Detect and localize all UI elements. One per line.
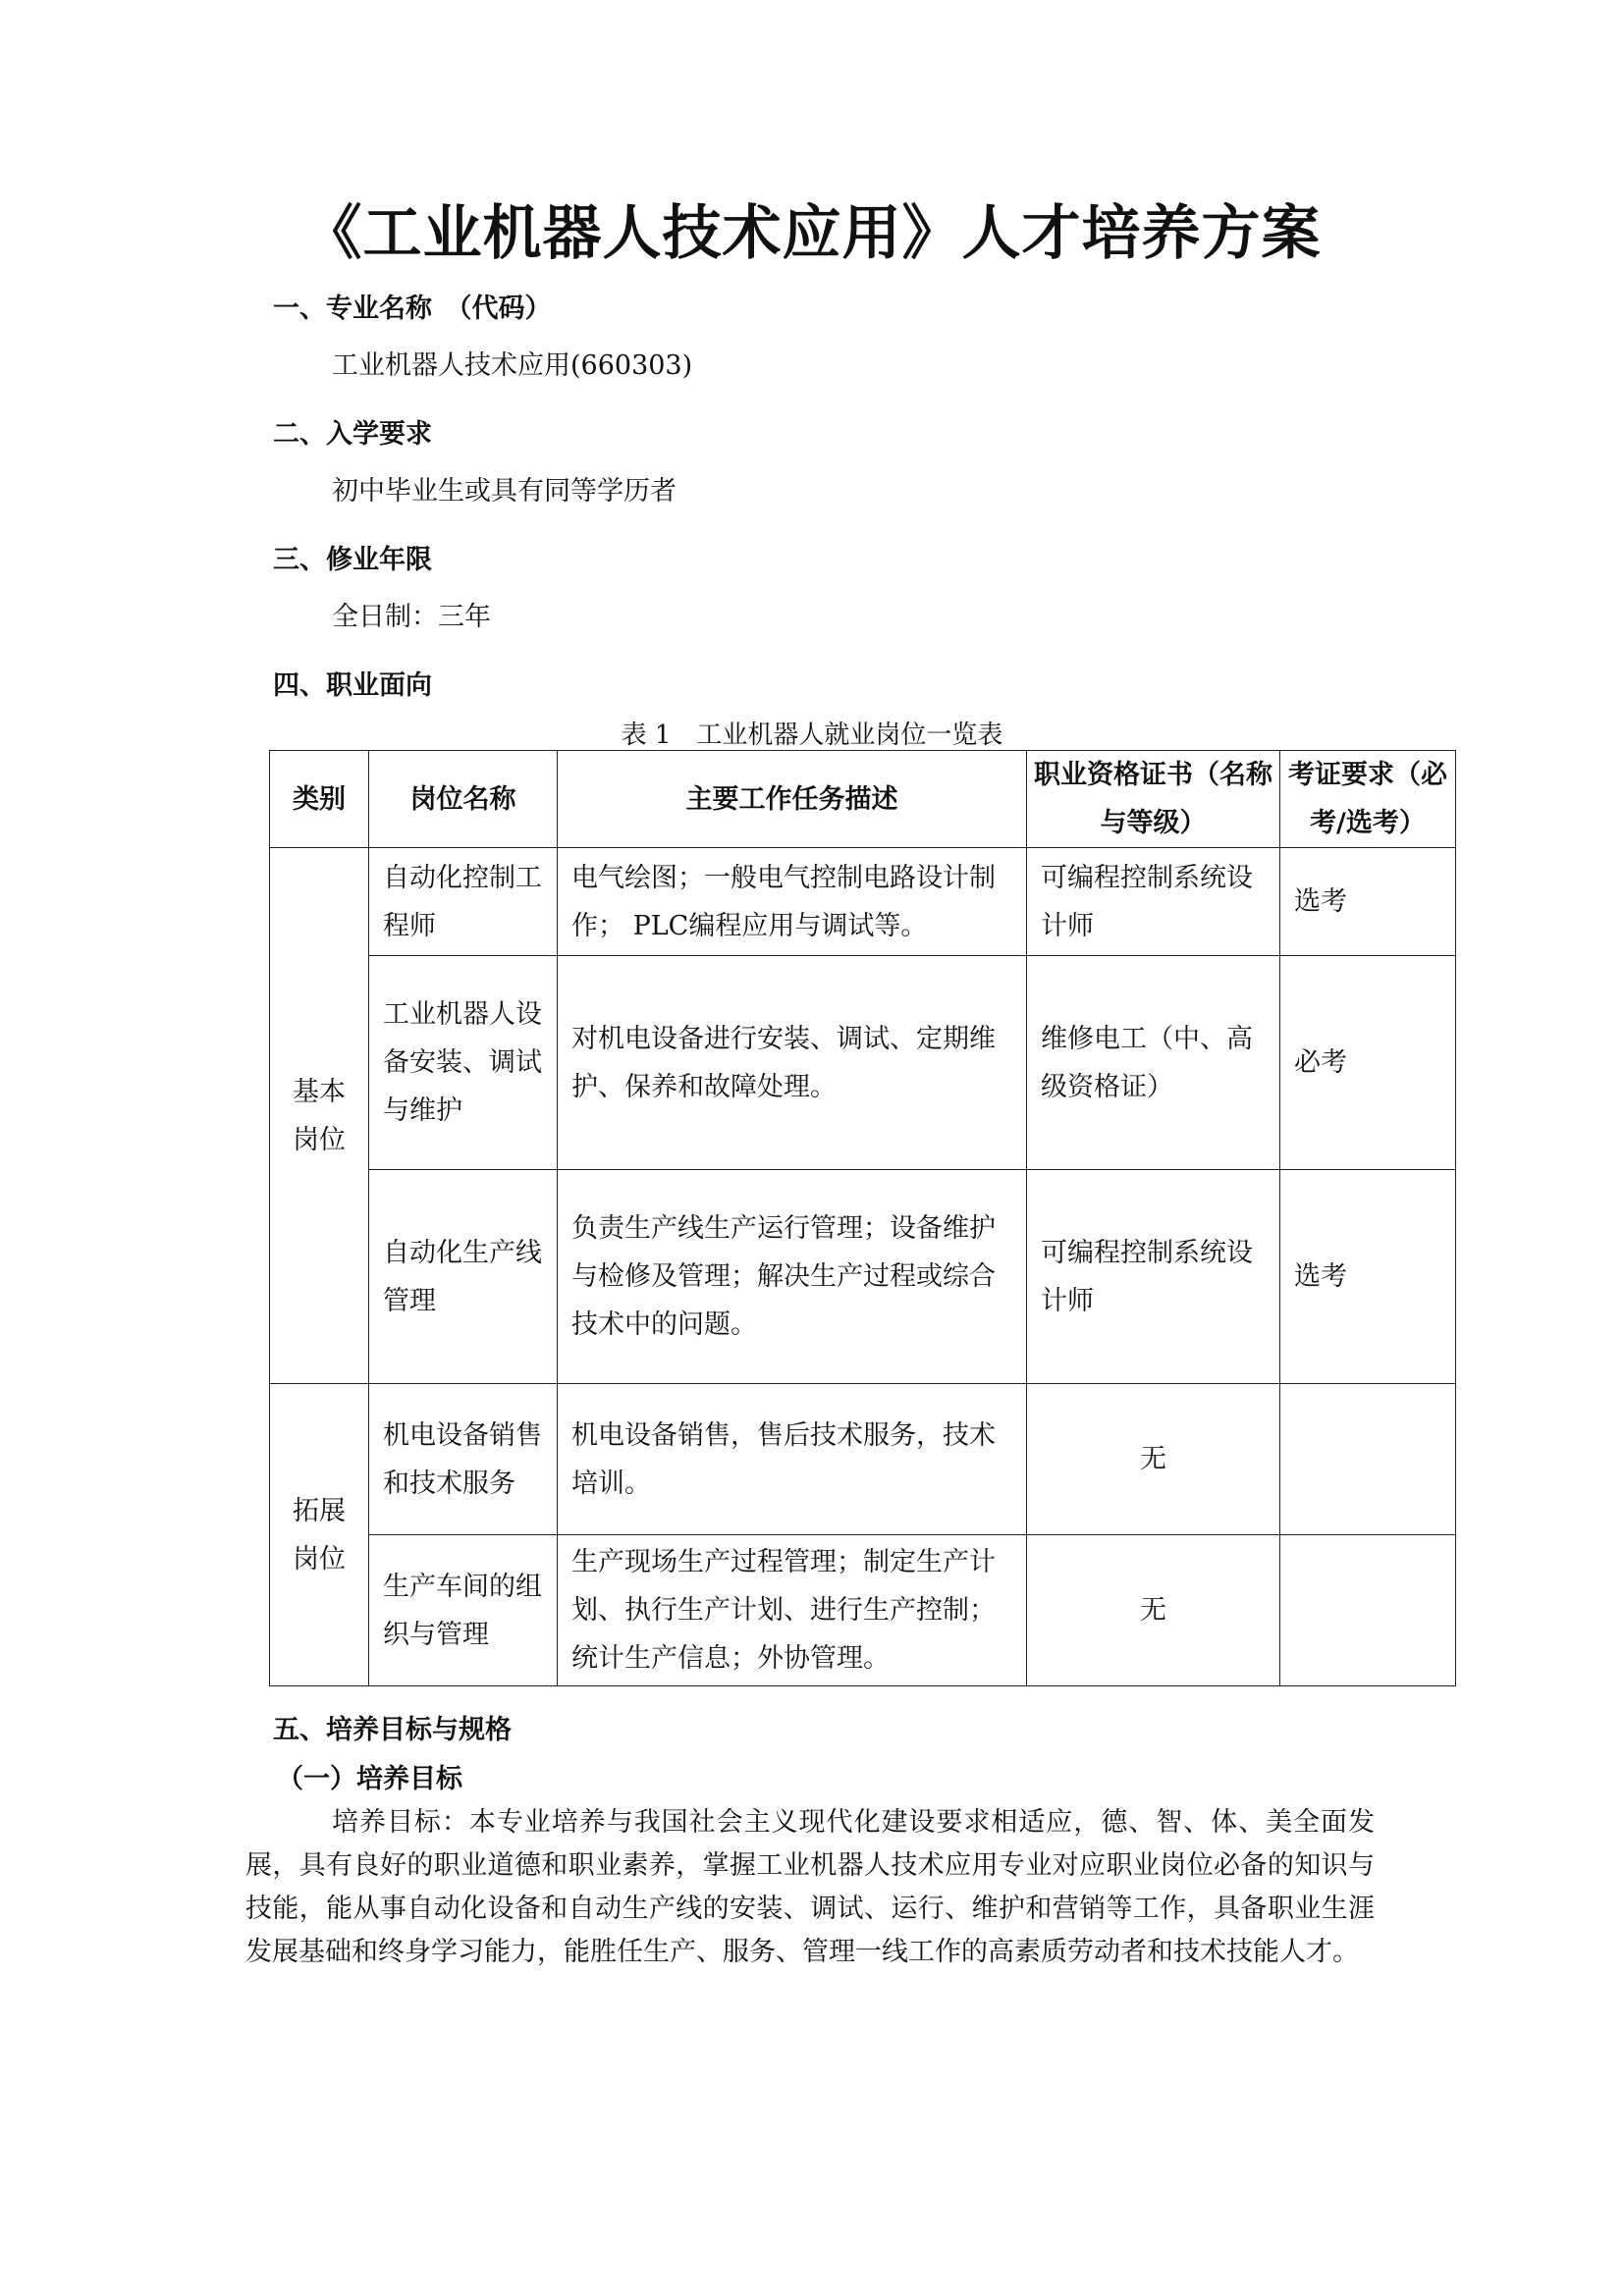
job-positions-table <box>269 750 1456 1686</box>
section-3-body: 全日制：三年 <box>332 602 491 632</box>
section-1-body: 工业机器人技术应用(660303) <box>332 350 693 381</box>
position-cell: 工业机器人设备安装、调试与维护 <box>369 956 558 1170</box>
requirement-cell: 必考 <box>1280 956 1456 1170</box>
requirement-cell: 选考 <box>1280 1170 1456 1384</box>
section-4-heading: 四、职业面向 <box>273 670 432 701</box>
tasks-cell: 对机电设备进行安装、调试、定期维护、保养和故障处理。 <box>558 956 1027 1170</box>
position-cell: 自动化控制工程师 <box>369 848 558 956</box>
certificate-cell: 维修电工（中、高级资格证） <box>1027 956 1280 1170</box>
header-position: 岗位名称 <box>369 751 558 848</box>
section-1-heading: 一、专业名称 （代码） <box>273 294 552 324</box>
section-2-heading: 二、入学要求 <box>273 419 432 450</box>
tasks-cell: 电气绘图；一般电气控制电路设计制作； PLC编程应用与调试等。 <box>558 848 1027 956</box>
tasks-cell: 机电设备销售，售后技术服务，技术培训。 <box>558 1384 1027 1535</box>
header-category: 类别 <box>270 751 369 848</box>
category-cell: 基本岗位 <box>270 848 369 1384</box>
table-row <box>270 848 1456 956</box>
section-5-heading: 五、培养目标与规格 <box>273 1715 512 1745</box>
certificate-cell: 可编程控制系统设计师 <box>1027 1170 1280 1384</box>
position-cell: 机电设备销售和技术服务 <box>369 1384 558 1535</box>
header-certificate: 职业资格证书（名称与等级） <box>1027 751 1280 848</box>
table-row <box>270 956 1456 1170</box>
section-2-body: 初中毕业生或具有同等学历者 <box>332 476 677 507</box>
tasks-cell: 负责生产线生产运行管理；设备维护与检修及管理；解决生产过程或综合技术中的问题。 <box>558 1170 1027 1384</box>
requirement-cell <box>1280 1384 1456 1535</box>
document-title: 《工业机器人技术应用》人才培养方案 <box>302 199 1322 268</box>
table-row <box>270 1535 1456 1686</box>
category-cell: 拓展岗位 <box>270 1384 369 1686</box>
certificate-cell: 可编程控制系统设计师 <box>1027 848 1280 956</box>
certificate-cell: 无 <box>1027 1384 1280 1535</box>
header-requirement: 考证要求（必考/选考） <box>1280 751 1456 848</box>
objective-paragraph: 培养目标：本专业培养与我国社会主义现代化建设要求相适应，德、智、体、美全面发展，具有良好的职业道德和职业素养，掌握工业机器人技术应用专业对应职业岗位必备的知识与技能，能从事自动化设备和自动生产线的安装、调试、运行、维护和营销等工作，具备职业生涯发展基础和终身学习能力，能胜任生产、服务、管理一线工作的高素质劳动者和技术技能人才。 <box>245 1807 1375 1967</box>
table-header-row <box>270 751 1456 848</box>
position-cell: 自动化生产线管理 <box>369 1170 558 1384</box>
requirement-cell <box>1280 1535 1456 1686</box>
table-caption: 表 1 工业机器人就业岗位一览表 <box>621 721 1003 750</box>
certificate-cell: 无 <box>1027 1535 1280 1686</box>
objective-heading: （一）培养目标 <box>277 1764 462 1794</box>
tasks-cell: 生产现场生产过程管理；制定生产计划、执行生产计划、进行生产控制；统计生产信息；外协管理。 <box>558 1535 1027 1686</box>
section-3-heading: 三、修业年限 <box>273 545 432 575</box>
table-row <box>270 1170 1456 1384</box>
table-row <box>270 1384 1456 1535</box>
requirement-cell: 选考 <box>1280 848 1456 956</box>
position-cell: 生产车间的组织与管理 <box>369 1535 558 1686</box>
header-tasks: 主要工作任务描述 <box>558 751 1027 848</box>
